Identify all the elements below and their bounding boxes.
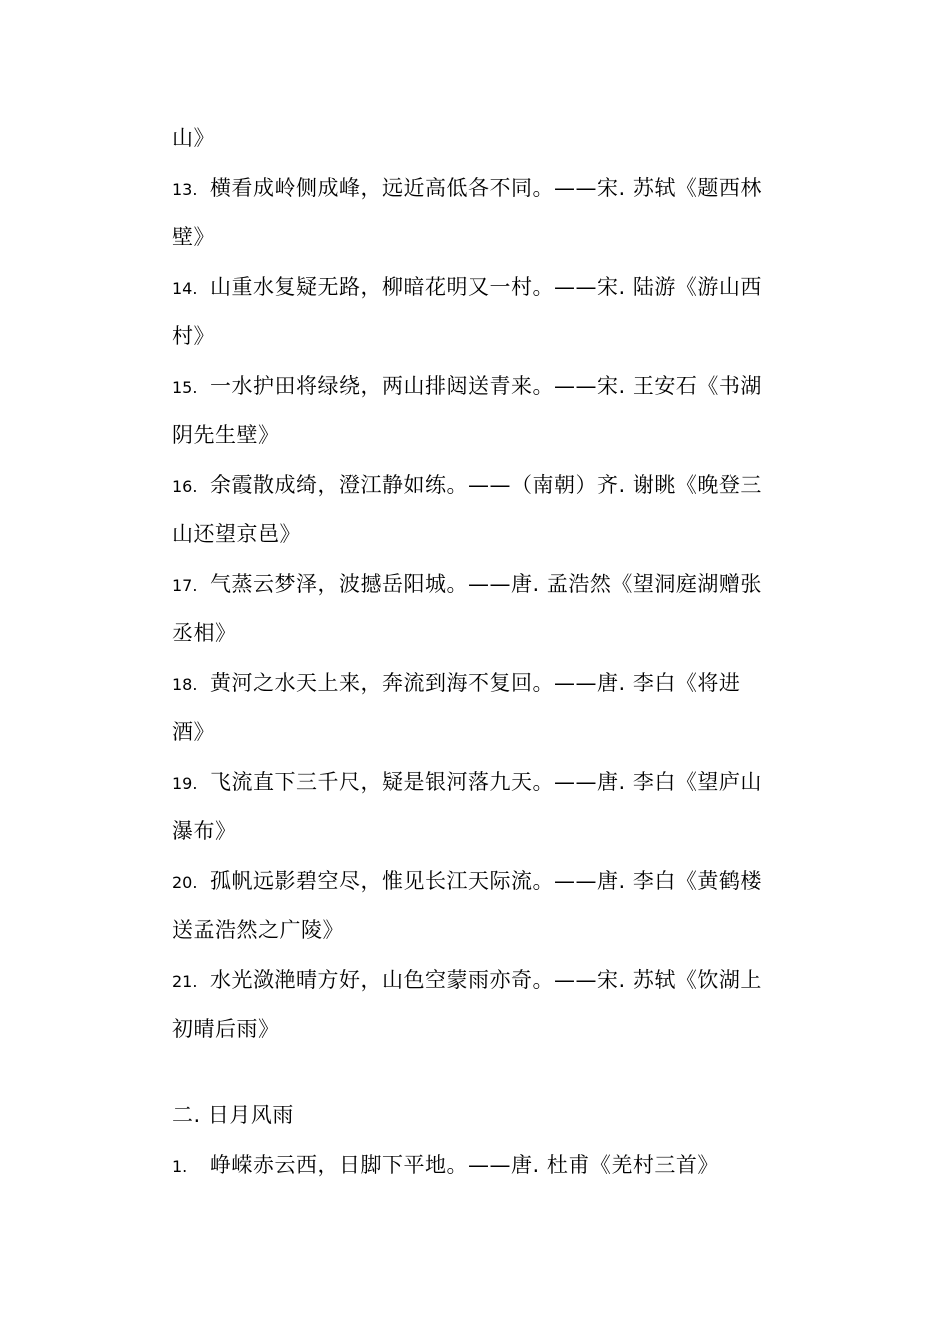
item-text: 气蒸云梦泽，波撼岳阳城。——唐. 孟浩然《望洞庭湖赠张 [210, 572, 762, 596]
item-text-continued: 阴先生壁》 [172, 423, 280, 447]
item-number: 1. [172, 1157, 188, 1176]
item-text-continued: 村》 [172, 324, 215, 348]
item-number: 15. [172, 378, 198, 397]
poem-item-16-continued [172, 516, 812, 552]
poem-item-15-continued [172, 417, 812, 453]
poem-item-18-continued [172, 714, 812, 750]
item-number: 17. [172, 576, 198, 595]
continuation-text: 山》 [172, 126, 215, 150]
item-number: 16. [172, 477, 198, 496]
section-item-1 [172, 1147, 812, 1183]
item-text-continued: 酒》 [172, 720, 215, 744]
item-text-continued: 壁》 [172, 225, 215, 249]
item-number: 13. [172, 180, 198, 199]
item-text: 山重水复疑无路，柳暗花明又一村。——宋. 陆游《游山西 [210, 275, 762, 299]
poem-item-19 [172, 764, 812, 800]
poem-item-18 [172, 665, 812, 701]
item-number: 20. [172, 873, 198, 892]
poem-item-13-continued [172, 219, 812, 255]
item-text-continued: 山还望京邑》 [172, 522, 301, 546]
poem-item-19-continued [172, 813, 812, 849]
poem-item-20 [172, 863, 812, 899]
item-text-continued: 初晴后雨》 [172, 1017, 280, 1041]
item-text: 横看成岭侧成峰，远近高低各不同。——宋. 苏轼《题西林 [210, 176, 762, 200]
item-number: 14. [172, 279, 198, 298]
poem-item-21-continued [172, 1011, 812, 1047]
poem-item-21 [172, 962, 812, 998]
item-number: 18. [172, 675, 198, 694]
poem-item-14 [172, 269, 812, 305]
item-text: 余霞散成绮，澄江静如练。——（南朝）齐. 谢眺《晚登三 [210, 473, 762, 497]
item-text-continued: 瀑布》 [172, 819, 237, 843]
poem-item-20-continued [172, 912, 812, 948]
continuation-line [172, 120, 812, 156]
item-text: 水光潋滟晴方好，山色空蒙雨亦奇。——宋. 苏轼《饮湖上 [210, 968, 762, 992]
section-heading [172, 1097, 812, 1133]
poem-item-17 [172, 566, 812, 602]
poem-item-17-continued [172, 615, 812, 651]
poem-item-13 [172, 170, 812, 206]
item-text-continued: 丞相》 [172, 621, 237, 645]
item-text: 孤帆远影碧空尽，惟见长江天际流。——唐. 李白《黄鹤楼 [210, 869, 762, 893]
item-number: 21. [172, 972, 198, 991]
item-text: 飞流直下三千尺，疑是银河落九天。——唐. 李白《望庐山 [210, 770, 762, 794]
item-text: 一水护田将绿绕，两山排闼送青来。——宋. 王安石《书湖 [210, 374, 762, 398]
poem-item-14-continued [172, 318, 812, 354]
item-text: 黄河之水天上来，奔流到海不复回。——唐. 李白《将进 [210, 671, 741, 695]
poem-item-15 [172, 368, 812, 404]
item-number: 19. [172, 774, 198, 793]
item-text-continued: 送孟浩然之广陵》 [172, 918, 344, 942]
item-text: 峥嵘赤云西，日脚下平地。——唐. 杜甫《羌村三首》 [210, 1153, 719, 1177]
section-heading-text: 二. 日月风雨 [172, 1103, 294, 1127]
poem-item-16 [172, 467, 812, 503]
